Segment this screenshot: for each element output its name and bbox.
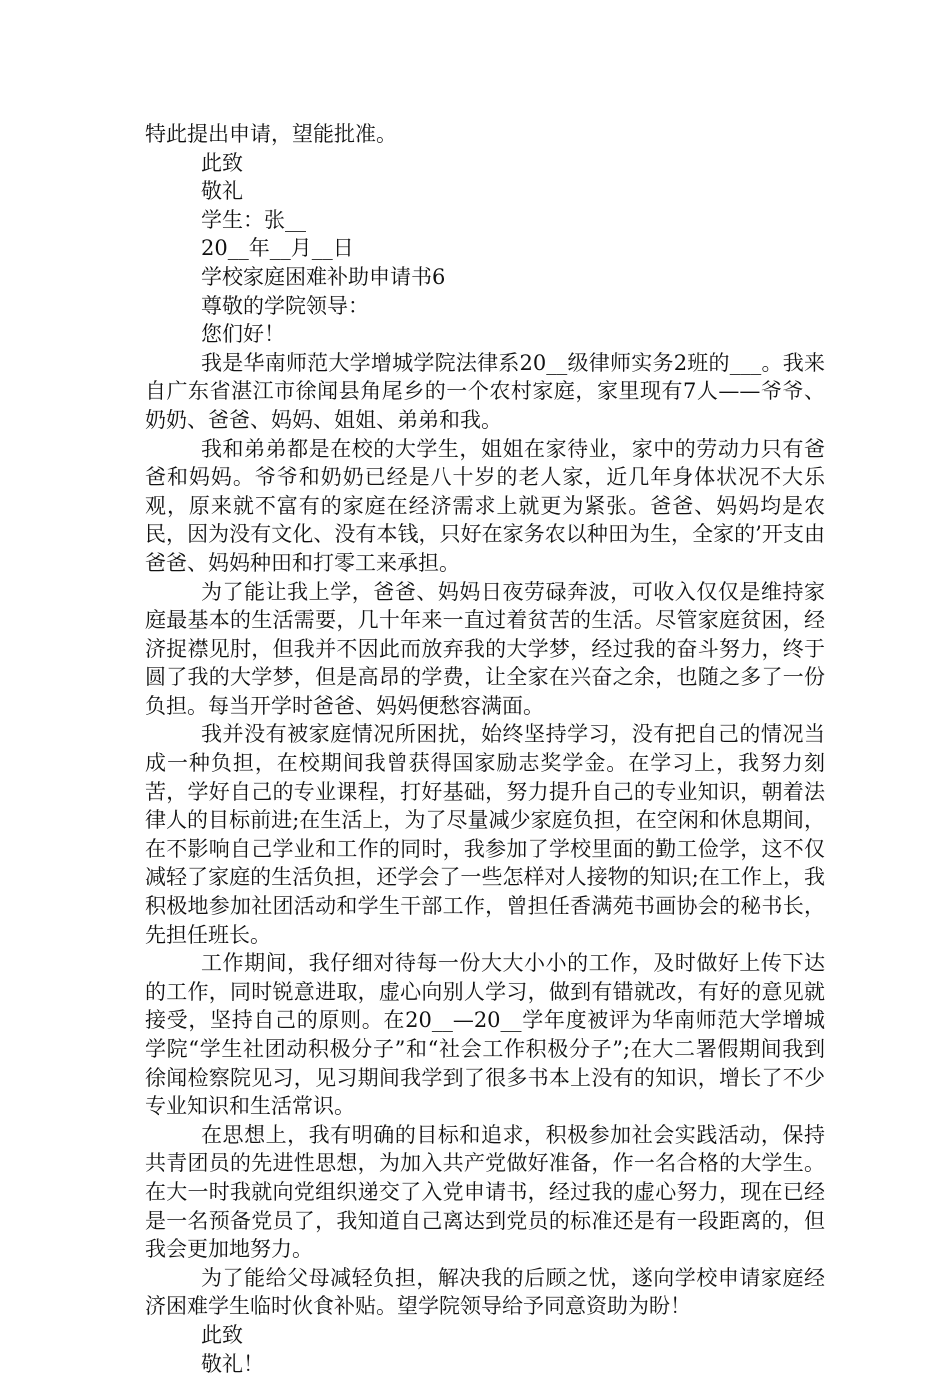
document-title: 学校家庭困难补助申请书6 <box>201 264 446 289</box>
date: 20__年__月__日 <box>201 236 354 261</box>
end-closing-jing-li: 敬礼！ <box>201 1351 264 1376</box>
paragraph: 为了能让我上学，爸爸、妈妈日夜劳碌奔波，可收入仅仅是维持家庭最基本的生活需要，几十年来一直过着贫苦的生活。尽管家庭贫困，经济捉襟见肘，但我并不因此而放弃我的大学梦，经过我的奋斗努力，终于圆了我的大学梦，但是高昂的学费，让全家在兴奋之余，也随之多了一份负担。每当开学时爸爸、妈妈便愁容满面。 <box>145 579 825 718</box>
paragraph: 我并没有被家庭情况所困扰，始终坚持学习，没有把自己的情况当成一种负担，在校期间我曾获得国家励志奖学金。在学习上，我努力刻苦，学好自己的专业课程，打好基础，努力提升自己的专业知识，朝着法律人的目标前进;在生活上，为了尽量减少家庭负担，在空闲和休息期间，在不影响自己学业和工作的同时，我参加了学校里面的勤工俭学，这不仅减轻了家庭的生活负担，还学会了一些怎样对人接物的知识;在工作上，我积极地参加社团活动和学生干部工作，曾担任香满苑书画协会的秘书长，先担任班长。 <box>145 722 825 947</box>
paragraph: 工作期间，我仔细对待每一份大大小小的工作，及时做好上传下达的工作，同时锐意进取，虚心向别人学习，做到有错就改，有好的意见就接受，坚持自己的原则。在20__—20__学年度被评为华南师范大学增城学院“学生社团动积极分子”和“社会工作积极分子”;在大二署假期间我到徐闻检察院见习，见习期间我学到了很多书本上没有的知识，增长了不少专业知识和生活常识。 <box>145 951 825 1119</box>
greeting: 您们好！ <box>201 322 285 347</box>
salutation: 尊敬的学院领导： <box>201 293 369 318</box>
document-body <box>145 120 825 1378</box>
signature: 学生：张__ <box>201 207 306 232</box>
paragraph: 为了能给父母减轻负担，解决我的后顾之忧，遂向学校申请家庭经济困难学生临时伙食补贴。望学院领导给予同意资助为盼！ <box>145 1265 825 1319</box>
paragraph: 我是华南师范大学增城学院法律系20__级律师实务2班的___。我来自广东省湛江市徐闻县角尾乡的一个农村家庭，家里现有7人——爷爷、奶奶、爸爸、妈妈、姐姐、弟弟和我。 <box>145 350 825 432</box>
closing-jing-li: 敬礼 <box>201 179 243 204</box>
closing-ci-zhi: 此致 <box>201 150 243 175</box>
paragraph: 在思想上，我有明确的目标和追求，积极参加社会实践活动，保持共青团员的先进性思想，为加入共产党做好准备，作一名合格的大学生。在大一时我就向党组织递交了入党申请书，经过我的虚心努力，现在已经是一名预备党员了，我知道自己离达到党员的标准还是有一段距离的，但我会更加地努力。 <box>145 1122 825 1262</box>
end-closing-ci-zhi: 此致 <box>201 1322 243 1347</box>
intro-line: 特此提出申请，望能批准。 <box>145 122 397 146</box>
paragraph: 我和弟弟都是在校的大学生，姐姐在家待业，家中的劳动力只有爸爸和妈妈。爷爷和奶奶已经是八十岁的老人家，近几年身体状况不大乐观，原来就不富有的家庭在经济需求上就更为紧张。爸爸、妈妈均是农民，因为没有文化、没有本钱，只好在家务农以种田为生，全家的’开支由爸爸、妈妈种田和打零工来承担。 <box>145 436 825 575</box>
